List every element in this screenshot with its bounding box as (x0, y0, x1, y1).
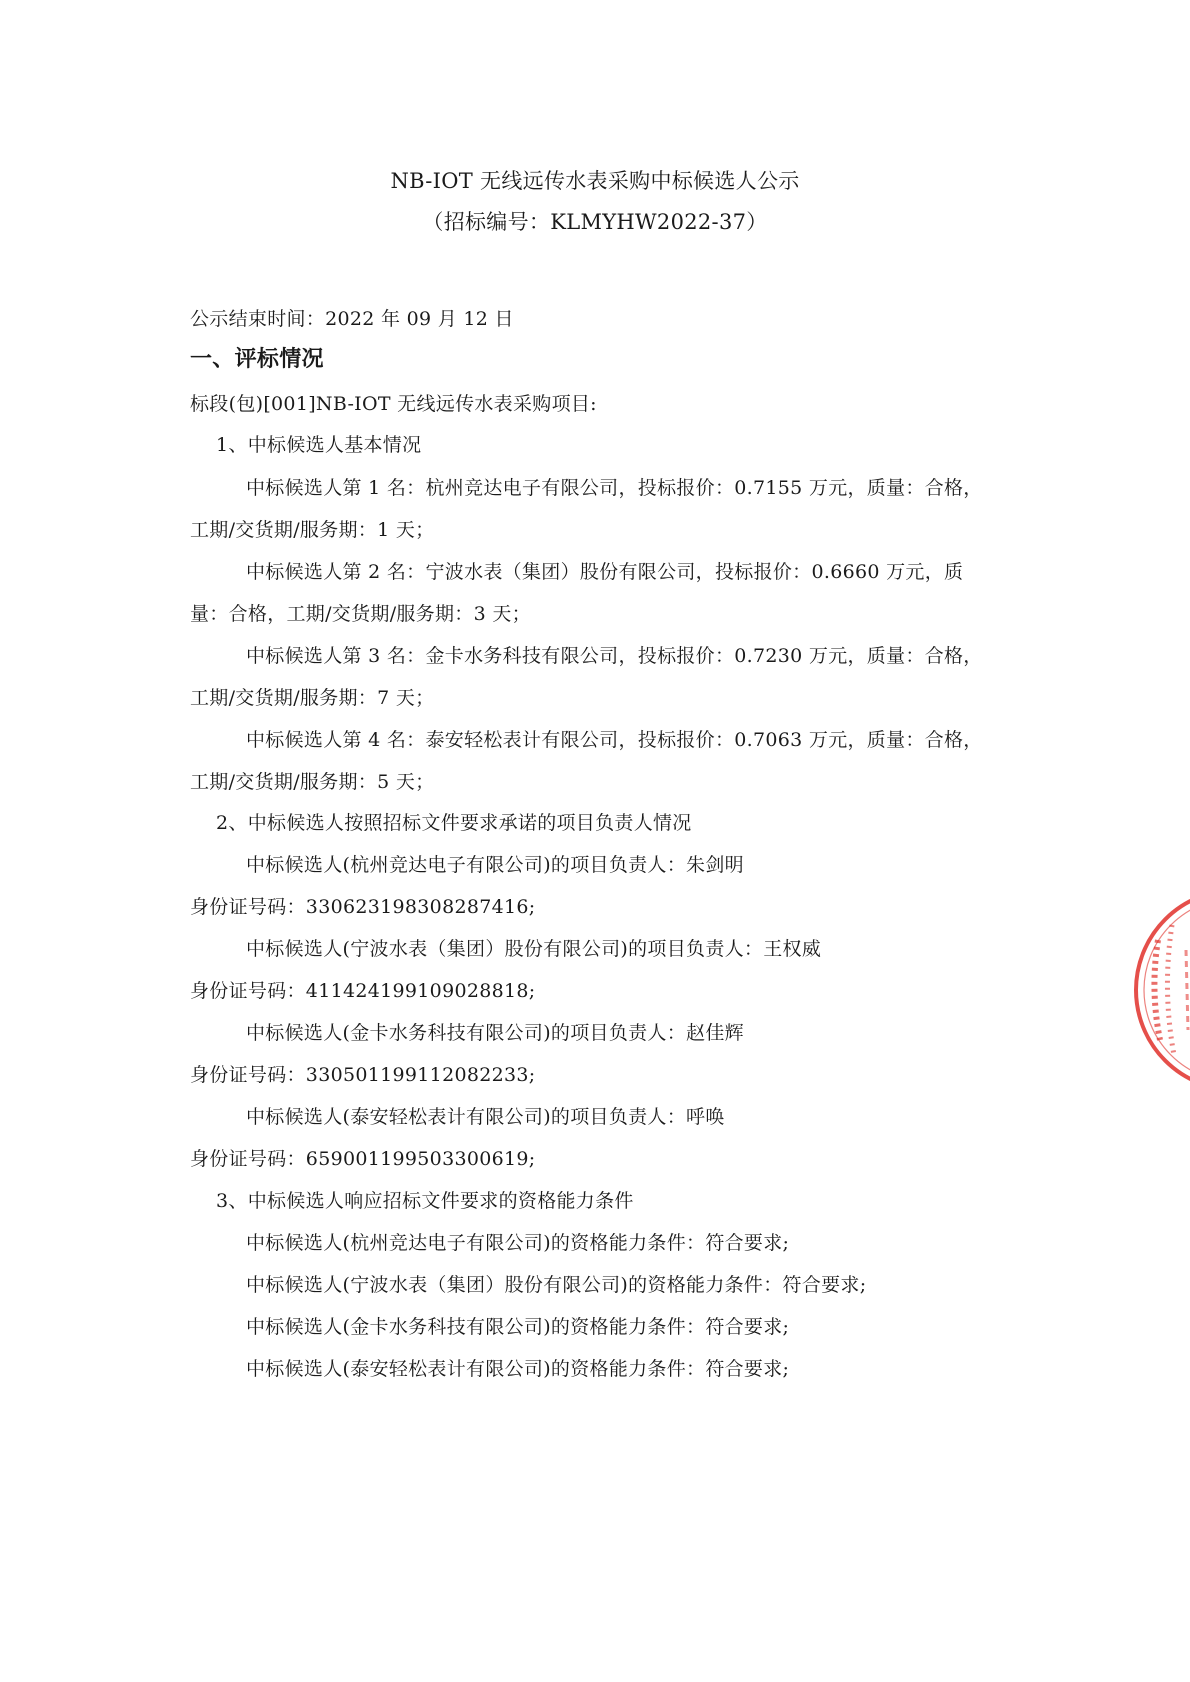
qualification-2: 中标候选人(宁波水表（集团）股份有限公司)的资格能力条件：符合要求; (246, 1274, 867, 1296)
subheading-qualification: 3、中标候选人响应招标文件要求的资格能力条件 (216, 1190, 634, 1212)
candidate-1-cont: 工期/交货期/服务期：1 天； (190, 519, 435, 541)
notice-end-time: 公示结束时间：2022 年 09 月 12 日 (190, 308, 514, 330)
candidate-2-cont: 量：合格，工期/交货期/服务期：3 天； (190, 603, 531, 625)
document-subtitle: （招标编号：KLMYHW2022-37） (422, 210, 768, 234)
manager-1-line: 中标候选人(杭州竞达电子有限公司)的项目负责人：朱剑明 (246, 854, 744, 876)
manager-1-id: 身份证号码：330623198308287416; (190, 896, 536, 918)
red-seal-stamp-icon (1128, 880, 1190, 1100)
qualification-4: 中标候选人(泰安轻松表计有限公司)的资格能力条件：符合要求; (246, 1358, 790, 1380)
candidate-1-line: 中标候选人第 1 名：杭州竞达电子有限公司，投标报价：0.7155 万元，质量：合格， (246, 477, 983, 499)
subheading-basic-info: 1、中标候选人基本情况 (216, 434, 422, 456)
candidate-3-cont: 工期/交货期/服务期：7 天； (190, 687, 435, 709)
candidate-4-cont: 工期/交货期/服务期：5 天； (190, 771, 435, 793)
manager-4-id: 身份证号码：659001199503300619; (190, 1148, 536, 1170)
candidate-4-line: 中标候选人第 4 名：泰安轻松表计有限公司，投标报价：0.7063 万元，质量：合格， (246, 729, 983, 751)
manager-2-id: 身份证号码：411424199109028818; (190, 980, 536, 1002)
manager-4-line: 中标候选人(泰安轻松表计有限公司)的项目负责人：呼唤 (246, 1106, 725, 1128)
candidate-2-line: 中标候选人第 2 名：宁波水表（集团）股份有限公司，投标报价：0.6660 万元，质 (246, 561, 964, 583)
subheading-project-manager: 2、中标候选人按照招标文件要求承诺的项目负责人情况 (216, 812, 692, 834)
candidate-3-line: 中标候选人第 3 名：金卡水务科技有限公司，投标报价：0.7230 万元，质量：合格， (246, 645, 983, 667)
qualification-1: 中标候选人(杭州竞达电子有限公司)的资格能力条件：符合要求; (246, 1232, 790, 1254)
manager-3-line: 中标候选人(金卡水务科技有限公司)的项目负责人：赵佳辉 (246, 1022, 744, 1044)
manager-2-line: 中标候选人(宁波水表（集团）股份有限公司)的项目负责人：王权威 (246, 938, 822, 960)
qualification-3: 中标候选人(金卡水务科技有限公司)的资格能力条件：符合要求; (246, 1316, 790, 1338)
document-title: NB-IOT 无线远传水表采购中标候选人公示 (390, 169, 800, 193)
lot-line: 标段(包)[001]NB-IOT 无线远传水表采购项目: (190, 393, 597, 415)
manager-3-id: 身份证号码：330501199112082233; (190, 1064, 536, 1086)
section-heading-evaluation: 一、评标情况 (190, 347, 324, 372)
